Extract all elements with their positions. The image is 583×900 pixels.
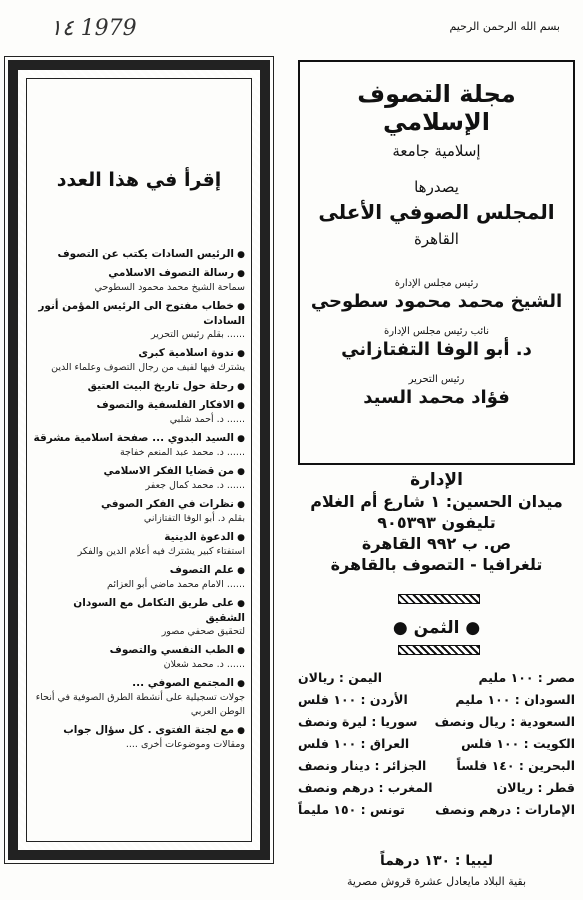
po-box-line: ص. ب ٩٩٢ القاهرة (361, 534, 512, 553)
toc-item (33, 299, 245, 342)
toc-frame (8, 60, 270, 860)
ornament-rule-top (398, 594, 480, 604)
toc-item-title: ● ندوة اسلامية كبرى (33, 346, 245, 361)
chairman: الشيخ محمد محمود سطوحي (310, 291, 563, 312)
toc-item-author: ومقالات وموضوعات أخرى .... (125, 739, 245, 750)
vice-label: نائب رئيس مجلس الإدارة (384, 326, 489, 337)
toc-item (33, 346, 245, 375)
toc-item-author: ...... الامام محمد ماضي أبو العزائم (107, 579, 245, 590)
masthead (298, 60, 575, 465)
publisher: المجلس الصوفي الأعلى (318, 200, 555, 224)
address-title: الإدارة (410, 470, 463, 490)
toc-item (33, 563, 245, 592)
toc-item-title: ● الرئيس السادات يكتب عن التصوف (33, 247, 245, 262)
price-row (298, 754, 575, 776)
toc-item-title: ● خطاب مفتوح الى الرئيس المؤمن أنور السادات (33, 299, 245, 328)
magazine-title: مجلة التصوف الإسلامي (357, 80, 516, 136)
toc-item-author: سماحة الشيخ محمد محمود السطوحي (94, 282, 245, 293)
toc-item-author: ...... د. أحمد شلبي (169, 414, 245, 425)
handwritten-date: ١٤ 1979 (50, 16, 137, 41)
toc-item (33, 723, 245, 752)
address-block (298, 470, 575, 574)
city: القاهرة (414, 230, 459, 248)
price-row (298, 776, 575, 798)
price-cell: السعودية : ريال ونصف (434, 713, 575, 729)
vice-chairman: د. أبو الوفا التفتازاني (341, 339, 532, 360)
toc-item-author: ...... د. محمد عبد المنعم خفاجة (119, 447, 245, 458)
toc-item-title: ● على طريق التكامل مع السودان الشقيق (33, 596, 245, 625)
price-table (298, 666, 575, 820)
toc-item-title: ● مع لجنة الفتوى . كل سؤال جواب (33, 723, 245, 738)
toc-item-title: ● الدعوة الدينية (33, 530, 245, 545)
price-title: ● الثمن ● (392, 618, 481, 638)
toc-item (33, 464, 245, 493)
price-cell: السودان : ١٠٠ مليم (455, 691, 575, 707)
price-cell: المغرب : درهم ونصف (298, 779, 433, 795)
price-cell: العراق : ١٠٠ فلس (298, 735, 410, 751)
phone-line: تليفون ٩٠٥٣٩٣ (377, 513, 496, 532)
toc-item (33, 379, 245, 394)
price-cell: تونس : ١٥٠ مليماً (298, 801, 405, 817)
chairman-label: رئيس مجلس الإدارة (394, 278, 479, 289)
toc-item-author: لتحقيق صحفي مصور (161, 626, 245, 637)
toc-item-title: ● نظرات في الفكر الصوفي (33, 497, 245, 512)
toc-item (33, 497, 245, 526)
magazine-subtitle: إسلامية جامعة (392, 142, 481, 160)
toc-item (33, 530, 245, 559)
toc-item-author: استفتاء كبير يشترك فيه أعلام الدين والفكر (77, 546, 245, 557)
toc-item-title: ● السيد البدوي ... صفحة اسلامية مشرقة (33, 431, 245, 446)
toc-item-author: ...... بقلم رئيس التحرير (151, 329, 245, 340)
toc-item (33, 596, 245, 639)
toc-item-title: ● رحلة حول تاريخ البيت العتيق (33, 379, 245, 394)
price-cell: الجزائر : دينار ونصف (298, 757, 427, 773)
price-cell: الكويت : ١٠٠ فلس (461, 735, 575, 751)
toc-list (33, 247, 245, 756)
editor: فؤاد محمد السيد (363, 387, 510, 408)
toc-item (33, 247, 245, 262)
toc-item-author: بقلم د. أبو الوفا التفتازاني (143, 513, 245, 524)
toc-panel (26, 78, 252, 842)
publisher-intro: يصدرها (414, 178, 459, 196)
price-row (298, 798, 575, 820)
price-row (298, 666, 575, 688)
toc-item-title: ● الافكار الفلسفية والتصوف (33, 398, 245, 413)
price-row (298, 710, 575, 732)
toc-item-title: ● الطب النفسي والتصوف (33, 643, 245, 658)
price-cell: سوريا : ليرة ونصف (298, 713, 418, 729)
toc-item-author: جولات تسجيلية على أنشطة الطرق الصوفية في أنحاء الوطن العربي (35, 692, 245, 717)
toc-item-author: ...... د. محمد كمال جعفر (145, 480, 245, 491)
toc-item-title: ● رسالة التصوف الاسلامي (33, 266, 245, 281)
basmala: بسم الله الرحمن الرحيم (449, 20, 560, 33)
toc-item (33, 676, 245, 719)
top-note (40, 12, 560, 40)
toc-item-author: ...... د. محمد شعلان (163, 659, 245, 670)
toc-item (33, 643, 245, 672)
toc-item (33, 431, 245, 460)
toc-item (33, 266, 245, 295)
toc-item-author: يشترك فيها لفيف من رجال التصوف وعلماء الدين (51, 362, 245, 373)
toc-item-title: ● علم التصوف (33, 563, 245, 578)
address-line: ميدان الحسين: ١ شارع أم الغلام (310, 492, 563, 511)
price-cell: قطر : ريالان (496, 779, 575, 795)
price-cell: الإمارات : درهم ونصف (435, 801, 575, 817)
price-row (298, 732, 575, 754)
price-cell: مصر : ١٠٠ مليم (478, 669, 575, 685)
price-cell: اليمن : ريالان (298, 669, 382, 685)
toc-title: إقرأ في هذا العدد (56, 169, 222, 191)
toc-item (33, 398, 245, 427)
telegraph-line: تلغرافيا - التصوف بالقاهرة (330, 555, 543, 574)
price-cell: الأردن : ١٠٠ فلس (298, 691, 408, 707)
price-cell: البحرين : ١٤٠ فلساً (456, 757, 575, 773)
price-libya: ليبيا : ١٣٠ درهماً (379, 853, 494, 869)
price-rest: بقية البلاد مايعادل عشرة قروش مصرية (346, 875, 527, 888)
editor-label: رئيس التحرير (408, 374, 465, 385)
toc-item-title: ● المجتمع الصوفي ... (33, 676, 245, 691)
ornament-rule (398, 645, 480, 655)
price-row (298, 688, 575, 710)
toc-item-title: ● من قضايا الفكر الاسلامي (33, 464, 245, 479)
